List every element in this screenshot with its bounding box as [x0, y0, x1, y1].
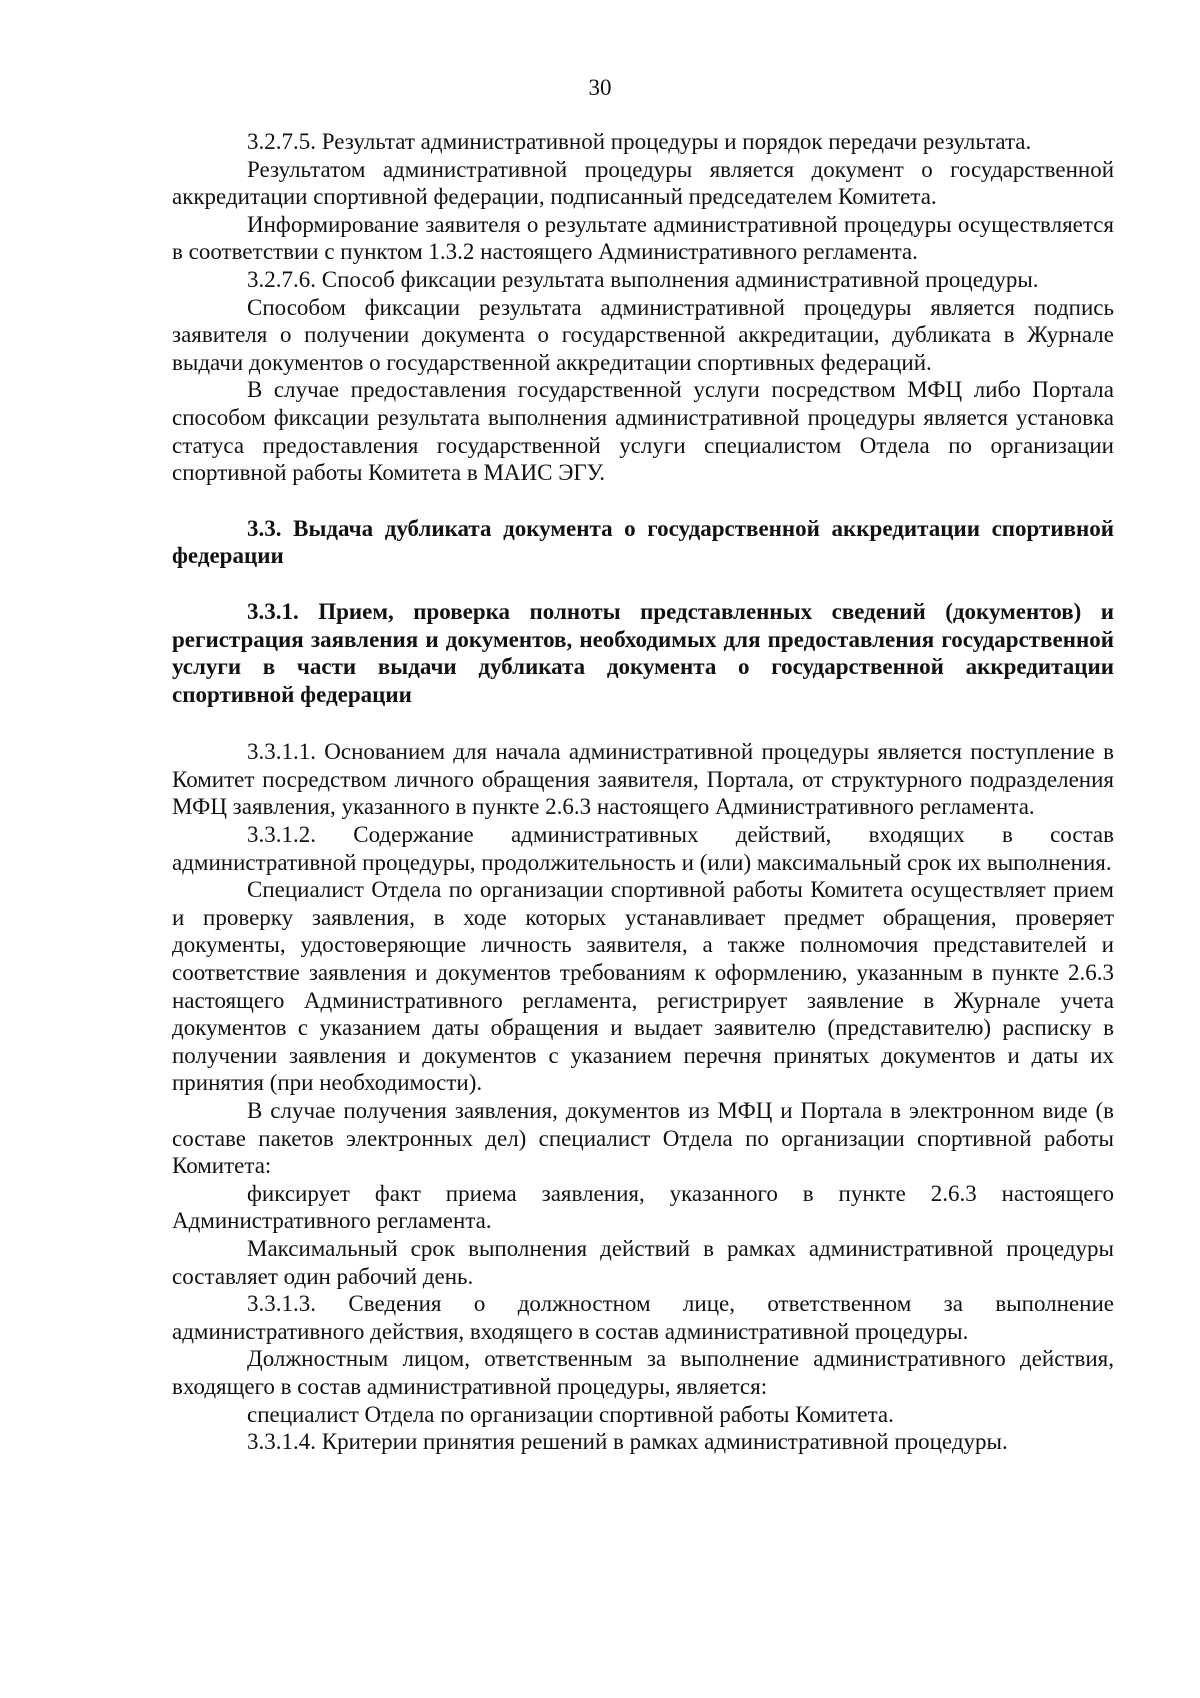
paragraph-3-3-1-1: 3.3.1.1. Основанием для начала административной процедуры является поступление в Комитет посредством личного обращения заявителя, Портала, от структурного подразделения МФЦ заявления, указанного в пункте 2.6.3 настоящего Административного регламента.: [172, 739, 1114, 820]
section-heading-3-3: 3.3. Выдача дубликата документа о государственной аккредитации спортивной федерации: [172, 515, 1114, 569]
paragraph-fix-receipt: фиксирует факт приема заявления, указанного в пункте 2.6.3 настоящего Административного регламента.: [172, 1180, 1114, 1234]
document-body: [172, 128, 1114, 1456]
paragraph-specialist: специалист Отдела по организации спортивной работы Комитета.: [247, 1401, 894, 1427]
paragraph-3-2-7-5: 3.2.7.5. Результат административной процедуры и порядок передачи результата.: [247, 129, 1032, 154]
spacer: [172, 570, 1114, 598]
paragraph-informing-applicant: Информирование заявителя о результате административной процедуры осуществляется в соответствии с пунктом 1.3.2 настоящего Административного регламента.: [172, 211, 1114, 265]
spacer: [172, 708, 1114, 738]
paragraph-max-term: Максимальный срок выполнения действий в рамках административной процедуры составляет один рабочий день.: [172, 1235, 1114, 1289]
paragraph-specialist-duties: Специалист Отдела по организации спортивной работы Комитета осуществляет прием и проверку заявления, в ходе которых устанавливает предмет обращения, проверяет документы, удостоверяющие личность заявителя, а также полномочия представителей и соответствие заявления и документов требованиям к оформлению, указанным в пункте 2.6.3 настоящего Административного регламента, регистрирует заявление в Журнале учета документов с указанием даты обращения и выдает заявителю (представителю) расписку в получении заявления и документов с указанием перечня принятых документов и даты их принятия (при необходимости).: [172, 877, 1114, 1096]
paragraph-electronic-receipt: В случае получения заявления, документов из МФЦ и Портала в электронном виде (в составе пакетов электронных дел) специалист Отдела по организации спортивной работы Комитета:: [172, 1098, 1114, 1179]
paragraph-responsible-official: Должностным лицом, ответственным за выполнение административного действия, входящего в состав административной процедуры, является:: [172, 1346, 1114, 1399]
spacer: [172, 487, 1114, 515]
paragraph-3-3-1-2: 3.3.1.2. Содержание административных действий, входящих в состав административной процедуры, продолжительность и (или) максимальный срок их выполнения.: [172, 822, 1114, 875]
paragraph-mfc-portal-case: В случае предоставления государственной услуги посредством МФЦ либо Портала способом фиксации результата выполнения административной процедуры является установка статуса предоставления государственной услуги специалистом Отдела по организации спортивной работы Комитета в МАИС ЭГУ.: [172, 377, 1114, 486]
paragraph-3-3-1-3: 3.3.1.3. Сведения о должностном лице, ответственном за выполнение административного действия, входящего в состав административной процедуры.: [172, 1291, 1114, 1344]
paragraph-fixation-method: Способом фиксации результата административной процедуры является подпись заявителя о получении документа о государственной аккредитации, дубликата в Журнале выдачи документов о государственной аккредитации спортивных федераций.: [172, 294, 1114, 375]
paragraph-result-document: Результатом административной процедуры является документ о государственной аккредитации спортивной федерации, подписанный председателем Комитета.: [172, 156, 1114, 210]
paragraph-3-2-7-6: 3.2.7.6. Способ фиксации результата выполнения административной процедуры.: [247, 266, 1039, 292]
section-heading-3-3-1: 3.3.1. Прием, проверка полноты представленных сведений (документов) и регистрация заявления и документов, необходимых для предоставления государственной услуги в части выдачи дубликата документа о государственной аккредитации спортивной федерации: [172, 598, 1114, 707]
paragraph-3-3-1-4: 3.3.1.4. Критерии принятия решений в рамках административной процедуры.: [247, 1429, 1008, 1455]
page-number: 30: [588, 75, 612, 100]
